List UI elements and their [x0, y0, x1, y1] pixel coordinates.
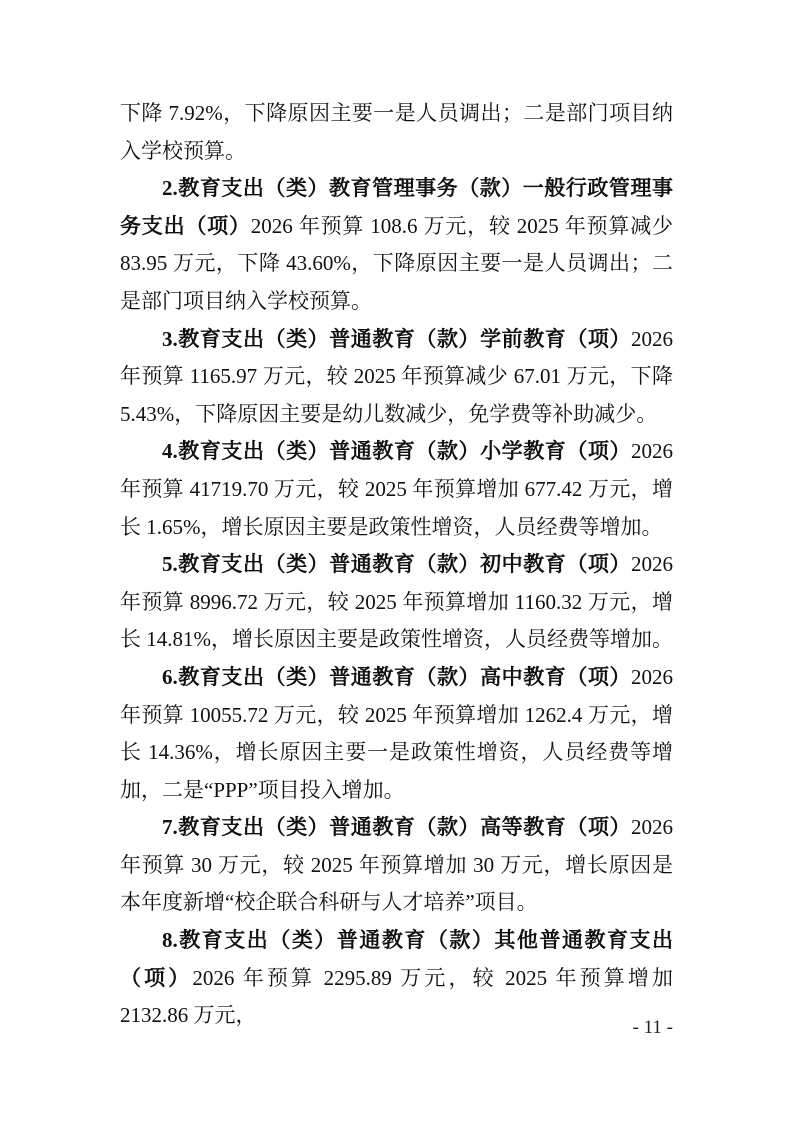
paragraph: [120, 95, 673, 170]
paragraph-bold-lead: 6.教育支出（类）普通教育（款）高中教育（项）: [162, 664, 631, 689]
page-footer: [120, 1016, 673, 1040]
paragraph-text: 2026 年预算 30 万元，较 2025 年预算增加 30 万元，增长原因是本年度新增“校企联合科研与人才培养”项目。: [120, 815, 673, 915]
paragraph-bold-lead: 2.教育支出（类）教育管理事务（款）一般行政管理事务支出（项）: [120, 176, 673, 238]
paragraph: [120, 321, 673, 434]
paragraph: [120, 546, 673, 659]
paragraph-text: 2026 年预算 8996.72 万元，较 2025 年预算增加 1160.32 万元，增长 14.81%，增长原因主要是政策性增资，人员经费等增加。: [120, 552, 673, 652]
paragraph-text: 2026 年预算 1165.97 万元，较 2025 年预算减少 67.01 万元，下降 5.43%，下降原因主要是幼儿数减少，免学费等补助减少。: [120, 326, 673, 426]
paragraph-text: 2026 年预算 41719.70 万元，较 2025 年预算增加 677.42 万元，增长 1.65%，增长原因主要是政策性增资，人员经费等增加。: [120, 439, 673, 539]
paragraph: [120, 433, 673, 546]
paragraph-bold-lead: 8.教育支出（类）普通教育（款）其他普通教育支出（项）: [120, 928, 673, 990]
paragraph-bold-lead: 3.教育支出（类）普通教育（款）学前教育（项）: [162, 326, 631, 351]
paragraph-bold-lead: 7.教育支出（类）普通教育（款）高等教育（项）: [162, 815, 631, 840]
paragraph-bold-lead: 4.教育支出（类）普通教育（款）小学教育（项）: [162, 439, 631, 464]
paragraph: [120, 809, 673, 922]
paragraph-text: 2026 年预算 10055.72 万元，较 2025 年预算增加 1262.4 万元，增长 14.36%，增长原因主要一是政策性增资，人员经费等增加，二是“PPP”项目投入增加。: [120, 664, 673, 802]
document-body: [120, 95, 673, 1035]
paragraph-text: 2026 年预算 2295.89 万元，较 2025 年预算增加 2132.86 万元，: [120, 965, 674, 1028]
page-number: - 11 -: [632, 1017, 673, 1038]
paragraph-text: 2026 年预算 108.6 万元，较 2025 年预算减少 83.95 万元，下降 43.60%，下降原因主要一是人员调出；二是部门项目纳入学校预算。: [120, 213, 674, 313]
paragraph: [120, 659, 673, 809]
paragraph-text: 下降 7.92%，下降原因主要一是人员调出；二是部门项目纳入学校预算。: [120, 101, 673, 163]
paragraph: [120, 170, 673, 320]
paragraph-bold-lead: 5.教育支出（类）普通教育（款）初中教育（项）: [162, 552, 631, 577]
